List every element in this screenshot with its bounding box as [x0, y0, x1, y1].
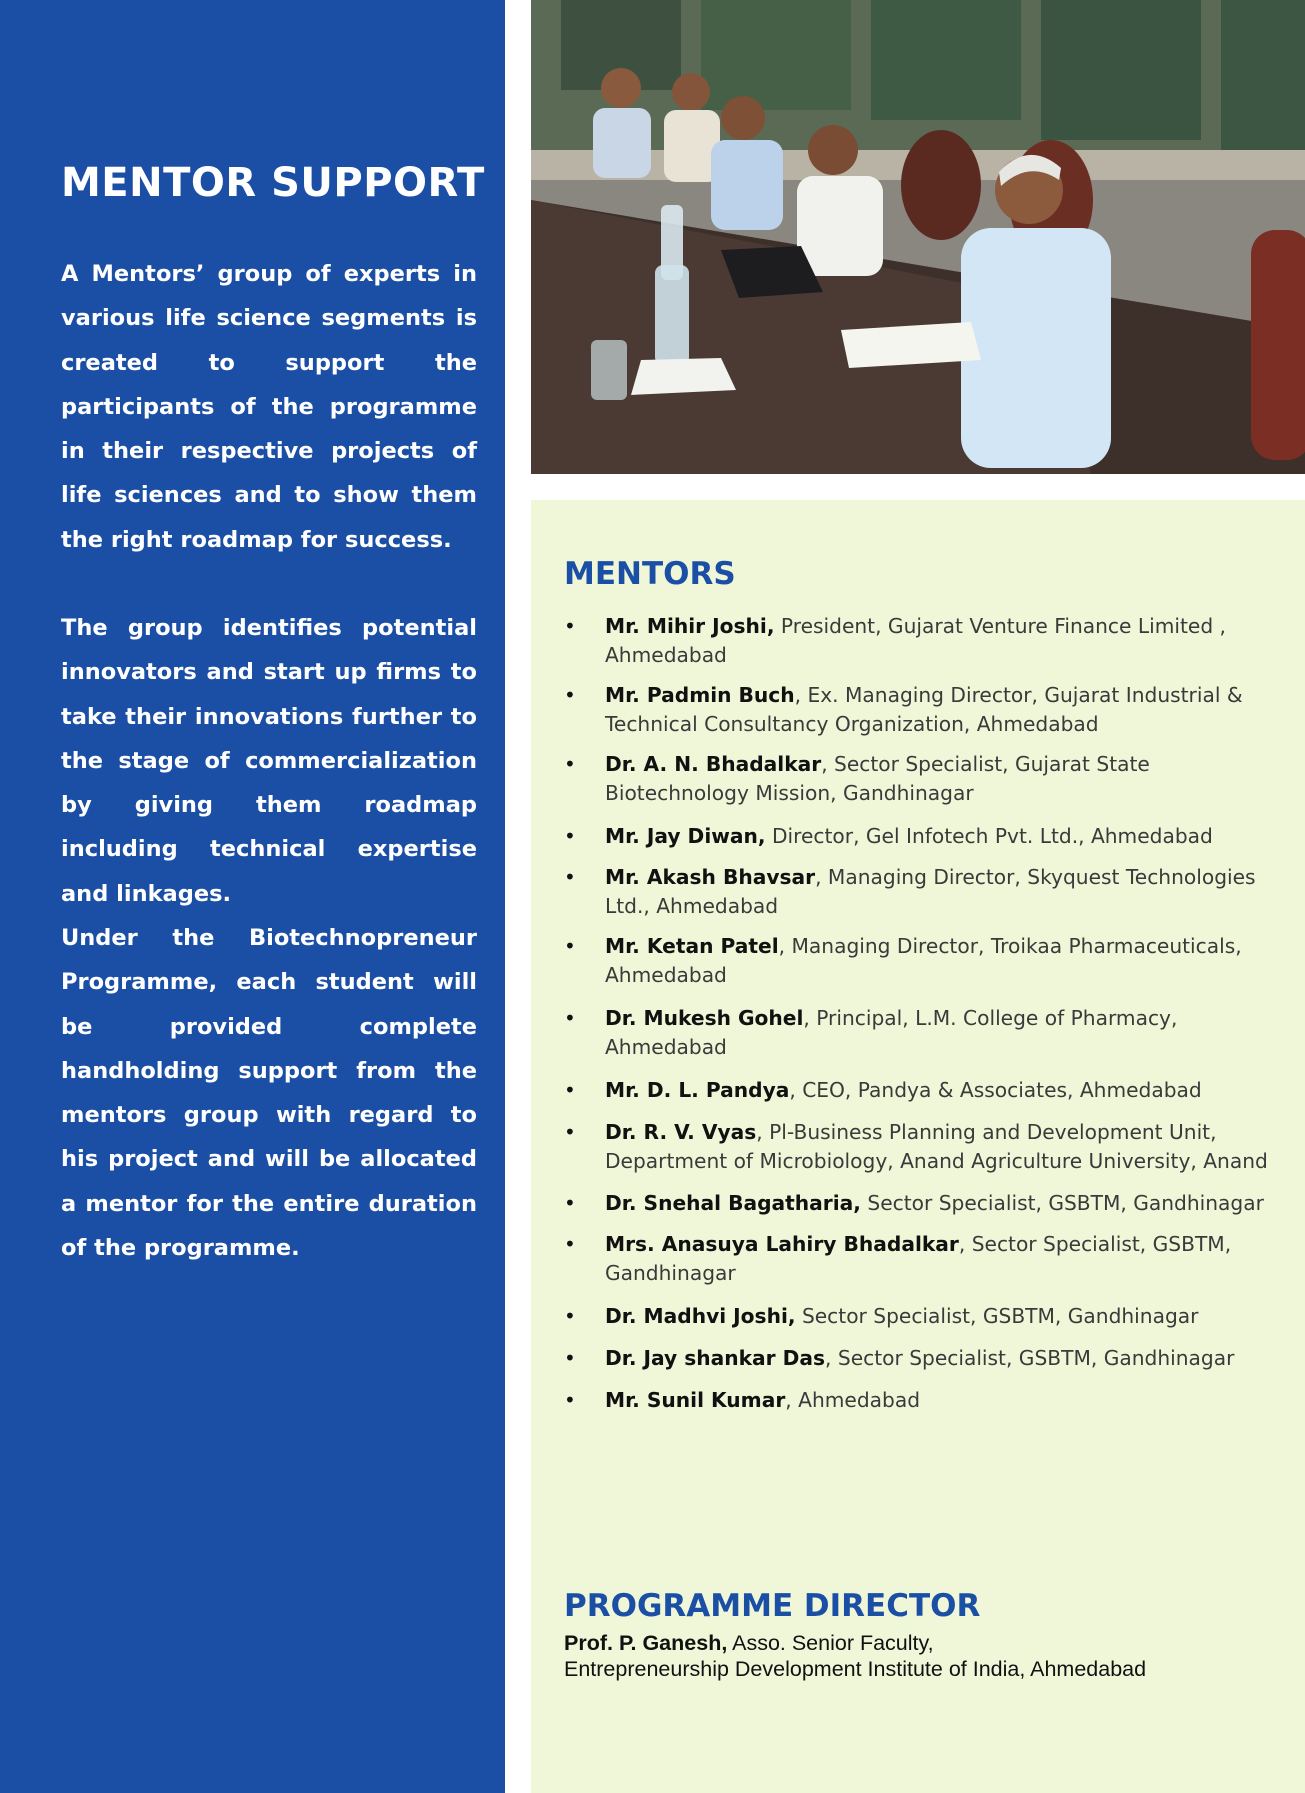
- left-sidebar-panel: [0, 0, 505, 1793]
- mentor-item: [564, 1344, 1274, 1373]
- meeting-photo: [531, 0, 1305, 474]
- mentor-name: Mr. Jay Diwan,: [605, 824, 766, 848]
- mentor-name: Dr. R. V. Vyas: [605, 1120, 757, 1144]
- mentor-name: Mr. D. L. Pandya: [605, 1078, 790, 1102]
- mentor-name: Mrs. Anasuya Lahiry Bhadalkar: [605, 1232, 959, 1256]
- mentor-item: [564, 863, 1274, 921]
- mentor-item: [564, 1230, 1274, 1288]
- mentor-item: [564, 1189, 1274, 1218]
- mentor-name: Mr. Padmin Buch: [605, 683, 795, 707]
- mentor-name: Mr. Mihir Joshi,: [605, 614, 775, 638]
- mentor-name: Dr. Jay shankar Das: [605, 1346, 826, 1370]
- intro-paragraph: A Mentors’ group of experts in various life science segments is created to support the participants of the programme in their respective projects of life sciences and to show them the right roadmap for success.: [61, 261, 477, 553]
- mentor-name: Mr. Sunil Kumar: [605, 1388, 786, 1412]
- mentor-name: Dr. Snehal Bagatharia,: [605, 1191, 861, 1215]
- mentor-item: [564, 750, 1274, 808]
- director-institute: Entrepreneurship Development Institute of India, Ahmedabad: [564, 1657, 1147, 1681]
- mentor-item: [564, 612, 1274, 670]
- mentor-role: , Sector Specialist, GSBTM, Gandhinagar: [825, 1346, 1235, 1370]
- director-details: [564, 1630, 1284, 1682]
- mentor-item: [564, 681, 1274, 739]
- mentor-item: [564, 1302, 1274, 1331]
- mentor-role: Sector Specialist, GSBTM, Gandhinagar: [860, 1191, 1264, 1215]
- programme-director-heading: PROGRAMME DIRECTOR: [564, 1588, 981, 1624]
- mentor-role: , CEO, Pandya & Associates, Ahmedabad: [789, 1078, 1202, 1102]
- mentor-name: Mr. Ketan Patel: [605, 934, 779, 958]
- director-name-line: [564, 1630, 1284, 1656]
- mentors-list: [564, 612, 1274, 1415]
- mentor-role: President, Gujarat Venture Finance Limited , Ahmedabad: [605, 614, 1226, 667]
- innovators-paragraph: The group identifies potential innovators and start up firms to take their innovations further to the stage of commercialization by giving them roadmap including technical expertise and linkages.: [61, 615, 477, 907]
- mentor-item: [564, 1004, 1274, 1062]
- mentor-role: , Ex. Managing Director, Gujarat Industrial & Technical Consultancy Organization, Ahmedabad: [605, 683, 1243, 736]
- mentor-role: Sector Specialist, GSBTM, Gandhinagar: [795, 1304, 1199, 1328]
- mentor-role: , Pl-Business Planning and Development Unit, Department of Microbiology, Anand Agriculture University, Anand: [605, 1120, 1268, 1173]
- mentor-name: Mr. Akash Bhavsar: [605, 865, 816, 889]
- mentor-item: [564, 1076, 1274, 1105]
- director-role: Asso. Senior Faculty,: [727, 1631, 934, 1655]
- mentor-name: Dr. Madhvi Joshi,: [605, 1304, 796, 1328]
- mentor-role: , Sector Specialist, Gujarat State Biotechnology Mission, Gandhinagar: [605, 752, 1150, 805]
- mentor-role: Director, Gel Infotech Pvt. Ltd., Ahmedabad: [765, 824, 1213, 848]
- mentor-name: Dr. A. N. Bhadalkar: [605, 752, 822, 776]
- mentor-role: , Managing Director, Troikaa Pharmaceuticals, Ahmedabad: [605, 934, 1242, 987]
- mentor-support-title: MENTOR SUPPORT: [61, 160, 485, 206]
- mentor-item: [564, 1118, 1274, 1176]
- mentor-role: , Principal, L.M. College of Pharmacy, Ahmedabad: [605, 1006, 1178, 1059]
- mentor-item: [564, 822, 1274, 851]
- mentor-item: [564, 932, 1274, 990]
- mentor-role: , Managing Director, Skyquest Technologies Ltd., Ahmedabad: [605, 865, 1256, 918]
- mentors-heading: MENTORS: [564, 556, 736, 592]
- mentor-name: Dr. Mukesh Gohel: [605, 1006, 804, 1030]
- director-name: Prof. P. Ganesh,: [564, 1631, 728, 1655]
- mentor-role: , Ahmedabad: [785, 1388, 921, 1412]
- handholding-paragraph: Under the Biotechnopreneur Programme, each student will be provided complete handholding support from the mentors group with regard to his project and will be allocated a mentor for the entire duration of the programme.: [61, 925, 477, 1262]
- mentor-item: [564, 1386, 1274, 1415]
- mentor-role: , Sector Specialist, GSBTM, Gandhinagar: [605, 1232, 1232, 1285]
